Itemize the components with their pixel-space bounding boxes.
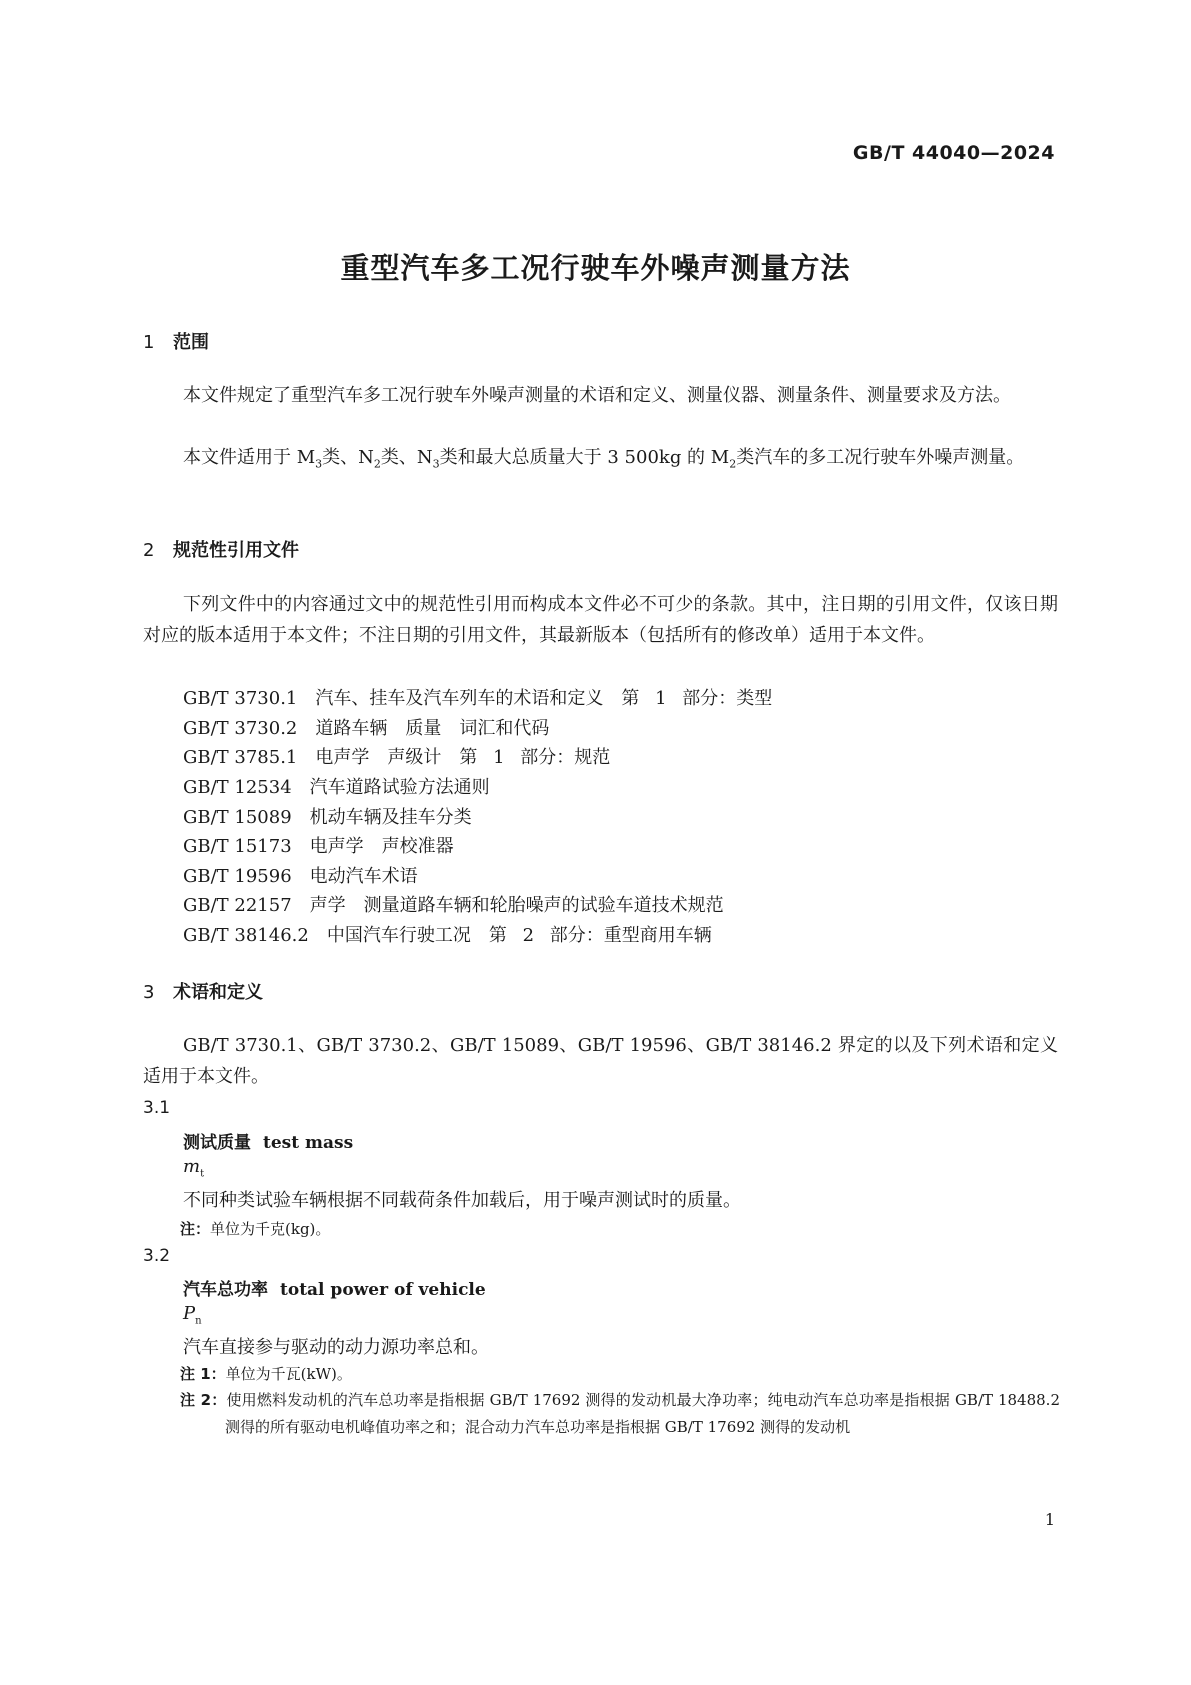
term-heading: 测试质量 test mass [183,1133,354,1153]
term-symbol: $P_n$ [183,1303,202,1327]
section-3-paragraph: GB/T 3730.1、GB/T 3730.2、GB/T 15089、GB/T 19596、GB/T 38146.2 界定的以及下列术语和定义适用于本文件。 [143,1035,1058,1087]
section-1-paragraph-2: 本文件适用于 $M_3$类、$N_2$类、$N_3$类和最大总质量大于 3 500kg 的 $M_2$类汽车的多工况行驶车外噪声测量。 [183,447,1025,471]
term-symbol: $m_t$ [183,1156,205,1180]
section-title: 规范性引用文件 [173,540,299,561]
section-number: 3 [143,982,155,1003]
document-title: 重型汽车多工况行驶车外噪声测量方法 [340,251,851,285]
reference-item: GB/T 3785.1 电声学 声级计 第 1 部分：规范 [183,747,611,768]
reference-item: GB/T 15173 电声学 声校准器 [183,836,454,857]
section-1-heading [143,328,209,354]
term-note-1: 注 1：单位为千瓦(kW)。 [180,1365,352,1383]
section-2-heading [143,536,299,562]
reference-item: GB/T 22157 声学 测量道路车辆和轮胎噪声的试验车道技术规范 [183,895,724,916]
term-number: 3.2 [143,1246,171,1266]
section-title: 术语和定义 [173,982,263,1003]
section-1-paragraph-1: 本文件规定了重型汽车多工况行驶车外噪声测量的术语和定义、测量仪器、测量条件、测量要求及方法。 [183,385,1011,406]
section-title: 范围 [173,332,209,353]
section-3-heading [143,978,263,1004]
page-number: 1 [1044,1510,1055,1529]
term-definition: 汽车直接参与驱动的动力源功率总和。 [183,1337,489,1358]
term-definition: 不同种类试验车辆根据不同载荷条件加载后，用于噪声测试时的质量。 [183,1190,741,1211]
reference-item: GB/T 12534 汽车道路试验方法通则 [183,777,490,798]
reference-item: GB/T 38146.2 中国汽车行驶工况 第 2 部分：重型商用车辆 [183,925,712,946]
reference-item: GB/T 3730.2 道路车辆 质量 词汇和代码 [183,718,550,739]
term-number: 3.1 [143,1098,171,1118]
section-2-paragraph: 下列文件中的内容通过文中的规范性引用而构成本文件必不可少的条款。其中，注日期的引用文件，仅该日期对应的版本适用于本文件；不注日期的引用文件，其最新版本（包括所有的修改单）适用于本文件。 [143,594,1058,646]
reference-item: GB/T 3730.1 汽车、挂车及汽车列车的术语和定义 第 1 部分：类型 [183,688,773,709]
section-number: 2 [143,540,155,561]
reference-item: GB/T 19596 电动汽车术语 [183,866,418,887]
section-number: 1 [143,332,155,353]
reference-item: GB/T 15089 机动车辆及挂车分类 [183,807,472,828]
term-note: 注：单位为千克(kg)。 [180,1220,331,1238]
term-note-2: 注 2：使用燃料发动机的汽车总功率是指根据 GB/T 17692 测得的发动机最大净功率；纯电动汽车总功率是指根据 GB/T 18488.2 测得的所有驱动电机峰值功率之和；混合动力汽车总功率是指根据 GB/T 17692 测得的发动机 [180,1391,1060,1436]
standard-code: GB/T 44040—2024 [852,142,1055,164]
term-heading: 汽车总功率 total power of vehicle [183,1280,486,1300]
